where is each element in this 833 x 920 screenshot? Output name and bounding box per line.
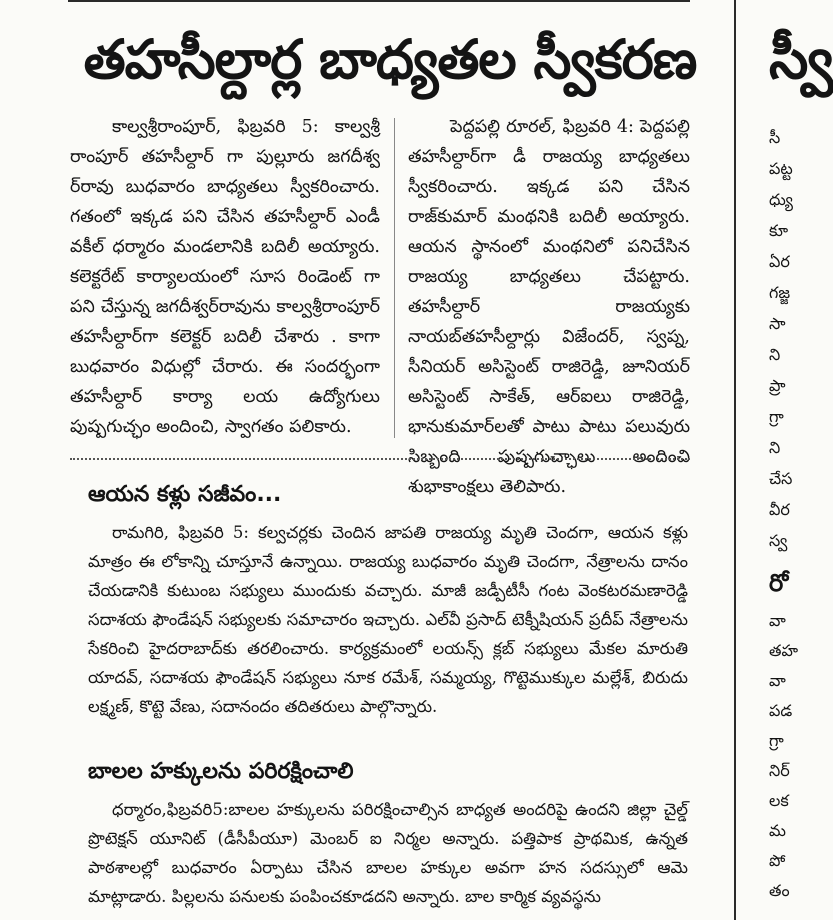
- adjacent-line: చేస: [769, 469, 793, 488]
- adjacent-line: పో: [769, 851, 786, 870]
- adjacent-line: ని: [769, 345, 781, 364]
- article-left-column: [70, 112, 380, 442]
- adjacent-lines-2: [769, 606, 798, 906]
- adjacent-line: పట్ట: [769, 159, 793, 178]
- adjacent-line: ప్రా: [769, 376, 786, 395]
- adjacent-line: లక: [769, 791, 789, 810]
- adjacent-line: పడ: [769, 701, 793, 720]
- page-headline: తహసీల్దార్ల బాధ్యతల స్వీకరణ: [83, 28, 697, 91]
- article-right-column: [408, 112, 690, 502]
- story2-text: రామగిరి, ఫిబ్రవరి 5: కల్వచర్లకు చెందిన జాపతి రాజయ్య మృతి చెందగా, ఆయన కళ్లు మాత్రం ఈ లోకాన్ని చూస్తూనే ఉన్నాయి. రాజయ్య బుధవారం మృతి చెందగా, నేత్రాలను దానం చేయడానికి కుటుంబ సభ్యులు ముందుకు వచ్చారు. మాజీ జడ్పీటీసీ గంట వెంకటరమణారెడ్డి సదాశయ ఫౌండేషన్ సభ్యులకు సమాచారం ఇచ్చారు. ఎల్‌వీ ప్రసాద్ టెక్నీషియన్ ప్రదీప్ నేత్రాలను సేకరించి హైదరాబాద్‌కు తరలించారు. కార్యక్రమంలో లయన్స్ క్లబ్ సభ్యులు మేకల మారుతి యాదవ్, సదాశయ ఫౌండేషన్ సభ్యులు నూక రమేశ్, సమ్మయ్య, గొట్టెముక్కుల మల్లేశ్, బిరుదు లక్ష్మణ్, కొట్టె వేణు, సదానందం తదితరులు పాల్గొన్నారు.: [88, 523, 688, 716]
- story2-title: ఆయన కళ్లు సజీవం...: [88, 482, 282, 507]
- adjacent-line: వీర: [769, 500, 790, 519]
- adjacent-line: గ్రా: [769, 731, 784, 750]
- adjacent-line: గజ్జ: [769, 283, 791, 302]
- top-rule: [68, 0, 690, 2]
- page-column-divider: [734, 0, 736, 920]
- adjacent-line: సీ: [769, 128, 781, 147]
- column-divider: [394, 118, 395, 438]
- adjacent-lines: [769, 122, 793, 556]
- adjacent-line: ధ్యు: [769, 190, 793, 209]
- adjacent-article-column: [765, 0, 833, 920]
- story2-body: [88, 518, 688, 721]
- adjacent-line: ని: [769, 438, 781, 457]
- adjacent-headline-fragment: స్వీ: [769, 27, 833, 92]
- story3-body: [88, 795, 688, 920]
- adjacent-line: సా: [769, 314, 786, 333]
- article-left-text: కాల్వశ్రీరాంపూర్, ఫిబ్రవరి 5: కాల్వశ్రీ రాంపూర్ తహసీల్దార్ గా పుల్లూరు జగదీశ్వ ర్‌రావు బుధవారం బాధ్యతలు స్వీకరించారు. గతంలో ఇక్కడ పని చేసిన తహసీల్దార్ ఎండీ వకీల్ ధర్మారం మండలానికి బదిలీ అయ్యారు. కలెక్టరేట్ కార్యాలయంలో సూస రిండెంట్ గా పని చేస్తున్న జగదీశ్వర్‌రావును కాల్వశ్రీరాంపూర్ తహసీల్దార్‌గా కలెక్టర్ బదిలీ చేశారు . కాగా బుధవారం విధుల్లో చేరారు. ఈ సందర్భంగా తహసీల్దార్ కార్యా లయ ఉద్యోగులు పుష్పగుచ్ఛం అందించి, స్వాగతం పలికారు.: [70, 117, 380, 437]
- section-separator: [70, 458, 690, 460]
- adjacent-line: వా: [769, 611, 786, 630]
- story3-title: బాలల హక్కులను పరిరక్షించాలి: [88, 759, 354, 784]
- adjacent-line: కూ: [769, 221, 789, 240]
- article-right-text: పెద్దపల్లి రూరల్, ఫిబ్రవరి 4: పెద్దపల్లి తహసీల్దార్‌గా డీ రాజయ్య బాధ్యతలు స్వీకరించారు. ఇక్కడ పని చేసిన రాజ్‌కుమార్ మంథనికి బదిలీ అయ్యారు. ఆయన స్థానంలో మంథనిలో పనిచేసిన రాజయ్య బాధ్యతలు చేపట్టారు. తహసీల్దార్ రాజయ్యకు నాయబ్‌తహసీల్దార్లు విజేందర్, స్వప్న, సీనియర్ అసిస్టెంట్ రాజిరెడ్డి, జూనియర్ అసిస్టెంట్ సాకేత్, ఆర్‌ఐలు రాజిరెడ్డి, భానుకుమార్‌లతో పాటు పాటు పలువురు సిబ్బంది పుష్పగుచ్ఛాలు అందించి శుభాకాంక్షలు తెలిపారు.: [408, 117, 690, 497]
- story3-text: ధర్మారం,ఫిబ్రవరి5:బాలల హక్కులను పరిరక్షించాల్సిన బాధ్యత అందరిపై ఉందని జిల్లా చైల్డ్ ప్రొటెక్షన్ యూనిట్ (డీసీపీయూ) మెంబర్ ఐ నిర్మల అన్నారు. పత్తిపాక ప్రాథమిక, ఉన్నత పాఠశాలల్లో బుధవారం ఏర్పాటు చేసిన బాలల హక్కుల అవగా హన సదస్సులో ఆమె మాట్లాడారు. పిల్లలను పనులకు పంపించకూడదని అన్నారు. బాల కార్మిక వ్యవస్థను: [88, 800, 688, 906]
- adjacent-line: తహ: [769, 641, 798, 660]
- adjacent-line: వా: [769, 671, 786, 690]
- adjacent-line: గ్రా: [769, 407, 784, 426]
- adjacent-line: నిర్: [769, 761, 790, 780]
- adjacent-subhead-fragment: రో: [769, 569, 789, 597]
- adjacent-line: స్వ: [769, 531, 788, 550]
- adjacent-line: మ: [769, 821, 786, 840]
- adjacent-line: ఏర: [769, 252, 790, 271]
- adjacent-line: తం: [769, 881, 790, 900]
